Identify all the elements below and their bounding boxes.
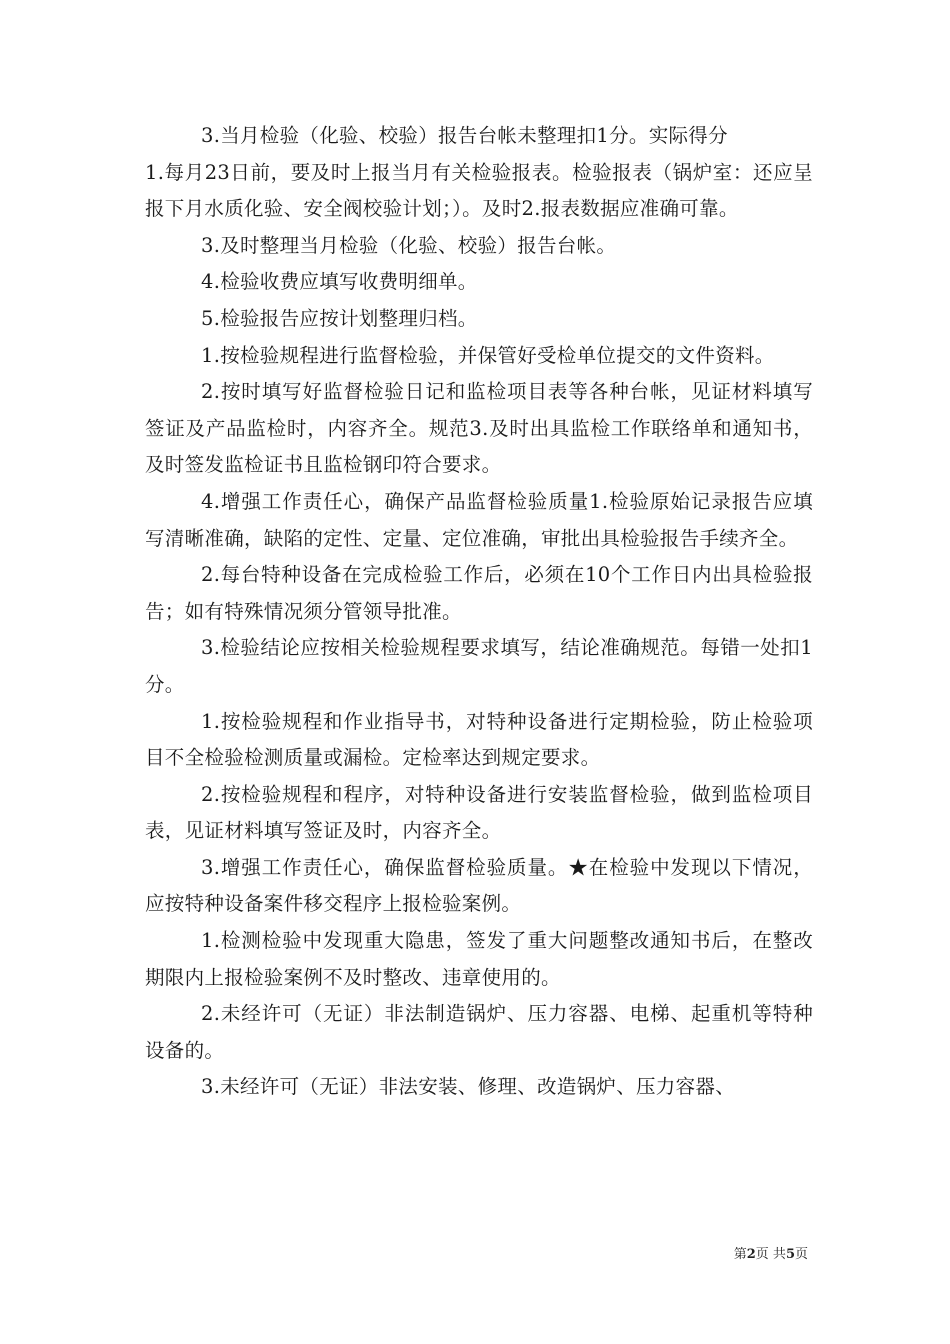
paragraph-1: 3.当月检验（化验、校验）报告台帐未整理扣1分。实际得分 — [201, 124, 728, 147]
paragraph-12: 2.按检验规程和程序，对特种设备进行安装监督检验，做到监检项目表，见证材料填写签证及时，内容齐全。 — [145, 782, 813, 843]
footer-suffix: 页 — [794, 1247, 808, 1262]
paragraph-4: 4.检验收费应填写收费明细单。 — [201, 270, 478, 294]
paragraph-9: 2.每台特种设备在完成检验工作后，必须在10个工作日内出具检验报告；如有特殊情况须分管领导批准。 — [145, 563, 813, 623]
document-body — [145, 118, 813, 1106]
paragraph-6: 1.按检验规程进行监督检验，并保管好受检单位提交的文件资料。 — [201, 343, 775, 367]
paragraph-16: 3.未经许可（无证）非法安装、修理、改造锅炉、压力容器、 — [201, 1075, 736, 1099]
footer-middle: 页 共 — [755, 1247, 786, 1262]
paragraph-10: 3.检验结论应按相关检验规程要求填写，结论准确规范。每错一处扣1分。 — [145, 636, 813, 696]
paragraph-13: 3.增强工作责任心，确保监督检验质量。★在检验中发现以下情况，应按特种设备案件移交程序上报检验案例。 — [145, 855, 813, 916]
page-number-footer — [0, 1246, 808, 1264]
paragraph-5: 5.检验报告应按计划整理归档。 — [201, 306, 478, 330]
paragraph-11: 1.按检验规程和作业指导书，对特种设备进行定期检验，防止检验项目不全检验检测质量或漏检。定检率达到规定要求。 — [145, 709, 813, 770]
paragraph-2: 1.每月23日前，要及时上报当月有关检验报表。检验报表（锅炉室：还应呈报下月水质化验、安全阀校验计划；）。及时2.报表数据应准确可靠。 — [145, 160, 813, 221]
total-pages-number: 5 — [785, 1247, 795, 1262]
paragraph-3: 3.及时整理当月检验（化验、校验）报告台帐。 — [201, 233, 617, 257]
paragraph-15: 2.未经许可（无证）非法制造锅炉、压力容器、电梯、起重机等特种设备的。 — [145, 1002, 813, 1062]
current-page-number: 2 — [746, 1247, 756, 1262]
paragraph-8: 4.增强工作责任心，确保产品监督检验质量1.检验原始记录报告应填写清晰准确，缺陷的定性、定量、定位准确，审批出具检验报告手续齐全。 — [145, 489, 813, 550]
paragraph-14: 1.检测检验中发现重大隐患，签发了重大问题整改通知书后，在整改期限内上报检验案例不及时整改、违章使用的。 — [145, 929, 813, 989]
paragraph-7: 2.按时填写好监督检验日记和监检项目表等各种台帐，见证材料填写签证及产品监检时，内容齐全。规范3.及时出具监检工作联络单和通知书，及时签发监检证书且监检钢印符合要求。 — [145, 380, 813, 477]
footer-prefix: 第 — [733, 1247, 747, 1262]
